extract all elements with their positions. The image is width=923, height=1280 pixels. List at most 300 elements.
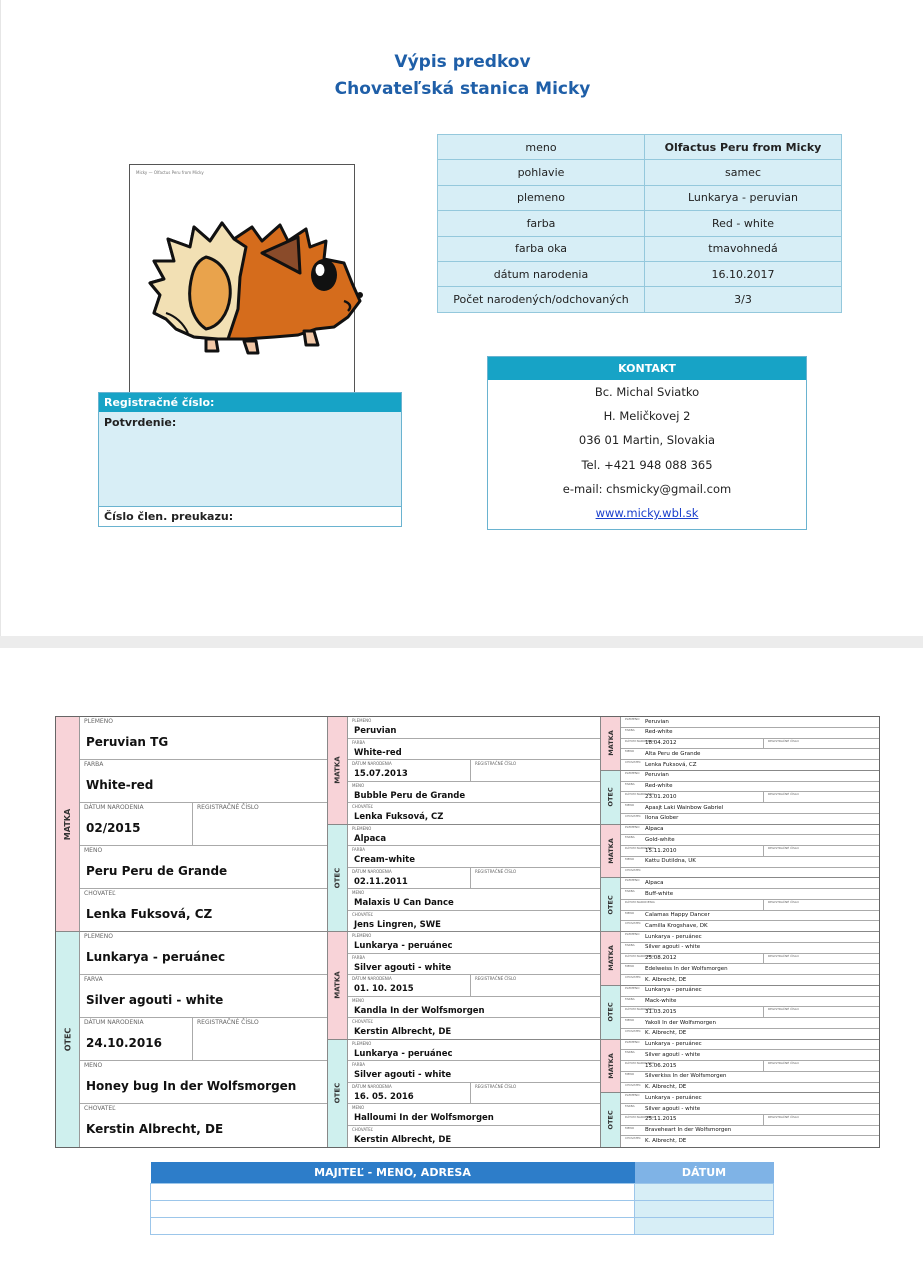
pedigree-birth-date-row	[80, 803, 327, 846]
pedigree-breed: Peruvian TG	[86, 735, 169, 749]
pedigree-birth-date: 15.06.2015	[645, 1062, 677, 1069]
pedigree-color: Silver agouti - white	[645, 944, 701, 951]
pedigree-great-grandparents-column	[601, 717, 879, 1147]
contact-line: Bc. Michal Sviatko	[594, 385, 700, 399]
pedigree-block	[56, 717, 327, 932]
field-divider	[470, 975, 471, 996]
pedigree-color: Gold-white	[645, 836, 675, 843]
pedigree-name: Peru Peru de Grande	[86, 864, 228, 878]
pedigree-birth-date: 18.04.2012	[645, 740, 677, 746]
pedigree-block	[56, 932, 327, 1147]
field-label: DÁTUM NARODENIA	[625, 846, 655, 850]
mother-side-label	[601, 825, 621, 878]
field-label: CHOVATEĽ	[625, 813, 641, 818]
field-label: FARBA	[625, 889, 635, 893]
pedigree-breed-row	[621, 1093, 879, 1104]
page-subtitle: Chovateľská stanica Micky	[334, 79, 591, 99]
field-label: REGISTRAČNÉ ČÍSLO	[768, 1007, 799, 1012]
pedigree-name: Braveheart In der Wolfsmorgen	[645, 1127, 732, 1133]
owner-date-cell[interactable]	[635, 1200, 774, 1217]
pedigree-name: Kattu Dutildna, UK	[645, 858, 696, 865]
mother-side-label	[601, 1040, 621, 1093]
info-row	[438, 135, 842, 160]
member-card-label: Číslo člen. preukazu:	[99, 506, 401, 526]
field-label: PLEMENO	[84, 933, 113, 940]
confirmation-label: Potvrdenie:	[104, 416, 177, 429]
pedigree-birth-date-row	[621, 1115, 879, 1126]
pedigree-name-row	[80, 846, 327, 889]
field-divider	[763, 900, 764, 910]
pedigree-name: Silverkiss In der Wolfsmorgen	[645, 1073, 727, 1080]
pedigree-color: Red-white	[645, 783, 673, 789]
field-divider	[763, 792, 764, 802]
pedigree-breed: Lunkarya - peruánec	[86, 950, 226, 964]
pedigree-breed-row	[621, 717, 879, 728]
pedigree-breeder-row	[348, 911, 600, 933]
pedigree-name-row	[621, 911, 879, 922]
pedigree-birth-date: 16. 05. 2016	[354, 1091, 414, 1102]
pedigree-entry	[80, 717, 327, 931]
field-label: FARBA	[352, 1062, 365, 1067]
pedigree-birth-date-row	[348, 1083, 600, 1105]
pedigree-breeder-row	[348, 803, 600, 825]
pedigree-name: Halloumi In der Wolfsmorgen	[354, 1113, 494, 1123]
field-label: REGISTRAČNÉ ČÍSLO	[768, 1061, 799, 1065]
photo-caption: Micky — Olfactus Peru from Micky	[136, 170, 204, 175]
pedigree-block	[601, 771, 879, 825]
info-label: farba	[438, 211, 645, 236]
info-label: pohlavie	[438, 160, 645, 185]
owner-table	[150, 1162, 774, 1235]
field-label: DÁTUM NARODENIA	[84, 804, 144, 811]
pedigree-breed: Alpaca	[645, 879, 664, 886]
pedigree-entry	[621, 825, 879, 878]
pedigree-breed-row	[348, 1040, 600, 1062]
animal-photo-frame	[129, 164, 355, 396]
field-divider	[470, 868, 471, 889]
field-label: DÁTUM NARODENIA	[84, 1019, 144, 1026]
pedigree-name: Edelweiss In der Wolfsmorgen	[645, 965, 728, 972]
contact-header: KONTAKT	[488, 357, 806, 380]
pedigree-name-row	[80, 1061, 327, 1104]
field-label: DÁTUM NARODENIA	[625, 1061, 655, 1065]
field-divider	[192, 1018, 193, 1060]
page-title: Výpis predkov	[394, 52, 531, 72]
contact-line: Tel. +421 948 088 365	[581, 457, 713, 472]
info-label: plemeno	[438, 185, 645, 210]
pedigree-breeder: Lenka Fuksová, CZ	[354, 812, 444, 822]
side-label-text: OTEC	[333, 1082, 342, 1104]
pedigree-birth-date: 01. 10. 2015	[354, 984, 414, 994]
side-label-text: OTEC	[333, 867, 342, 889]
pedigree-breed-row	[80, 932, 327, 975]
pedigree-breeder-row	[348, 1018, 600, 1040]
info-label: dátum narodenia	[438, 261, 645, 286]
field-divider	[763, 1007, 764, 1017]
pedigree-color: Silver agouti - white	[645, 1051, 701, 1058]
field-label: FARBA	[625, 727, 635, 732]
pedigree-color-row	[621, 728, 879, 739]
pedigree-birth-date-row	[621, 1007, 879, 1018]
pedigree-birth-date-row	[348, 975, 600, 997]
field-label: REGISTRAČNÉ ČÍSLO	[197, 1019, 259, 1026]
pedigree-breeder: Kerstin Albrecht, DE	[86, 1122, 224, 1136]
pedigree-entry	[80, 932, 327, 1147]
pedigree-birth-date: 15.11.2010	[645, 847, 677, 854]
field-label: FARBA	[625, 1050, 635, 1055]
pedigree-color-row	[348, 1061, 600, 1083]
pedigree-name-row	[621, 964, 879, 975]
pedigree-color-row	[80, 760, 327, 803]
owner-date-header: DÁTUM	[635, 1162, 774, 1183]
field-label: FARBA	[625, 942, 635, 947]
pedigree-breeder-row	[621, 1136, 879, 1147]
pedigree-breed-row	[621, 878, 879, 889]
field-label: REGISTRAČNÉ ČÍSLO	[768, 953, 799, 958]
field-label: REGISTRAČNÉ ČÍSLO	[768, 738, 799, 743]
pedigree-name-row	[348, 1104, 600, 1126]
field-label: DÁTUM NARODENIA	[625, 953, 655, 958]
pedigree-breeder: Kerstin Albrecht, DE	[354, 1027, 452, 1037]
pedigree-name-row	[621, 857, 879, 868]
field-label: FARBA	[352, 954, 365, 960]
registration-box	[98, 392, 402, 527]
pedigree-breeder-row	[621, 760, 879, 771]
pedigree-breed: Lunkarya - peruánec	[645, 1041, 702, 1047]
field-label: MENO	[352, 890, 365, 895]
pedigree-entry	[621, 1040, 879, 1093]
field-label: REGISTRAČNÉ ČÍSLO	[475, 761, 517, 766]
field-divider	[763, 846, 764, 856]
pedigree-birth-date: 31.03.2015	[645, 1008, 677, 1015]
side-label-text: OTEC	[606, 787, 615, 807]
side-label-text: OTEC	[63, 1027, 72, 1052]
pedigree-breed-row	[621, 932, 879, 943]
field-label: MENO	[625, 1125, 635, 1130]
side-label-text: MATKA	[606, 945, 615, 972]
document-page-2	[0, 648, 923, 1280]
pedigree-color-row	[348, 954, 600, 976]
info-value: 16.10.2017	[645, 261, 842, 286]
field-label: FARBA	[625, 1104, 635, 1108]
pedigree-birth-date-row	[621, 954, 879, 965]
field-label: REGISTRAČNÉ ČÍSLO	[768, 1114, 799, 1119]
contact-box	[487, 356, 807, 530]
info-label: meno	[438, 135, 645, 160]
pedigree-birth-date: 23.01.2010	[645, 793, 677, 800]
father-side-label	[601, 771, 621, 824]
pedigree-breeder: K. Albrecht, DE	[645, 976, 687, 983]
pedigree-breeder-row	[621, 814, 879, 825]
pedigree-breed: Lunkarya - peruánec	[645, 933, 702, 940]
father-side-label	[601, 1093, 621, 1147]
pedigree-block	[601, 878, 879, 932]
field-label: FARBA	[625, 835, 635, 840]
field-label: MENO	[625, 1071, 635, 1076]
mother-side-label	[601, 717, 621, 770]
field-label: FARBA	[625, 781, 635, 786]
animal-info-table	[437, 134, 842, 313]
field-label: PLEMENO	[625, 1093, 640, 1098]
pedigree-name-row	[348, 782, 600, 804]
mother-side-label	[328, 932, 348, 1039]
pedigree-block	[601, 717, 879, 771]
pedigree-name: Bubble Peru de Grande	[354, 790, 466, 801]
pedigree-breed-row	[80, 717, 327, 760]
pedigree-breeder: Ilona Glober	[645, 815, 679, 822]
field-label: REGISTRAČNÉ ČÍSLO	[197, 804, 259, 811]
father-side-label	[56, 932, 80, 1147]
field-label: PLEMENO	[352, 1040, 372, 1046]
side-label-text: MATKA	[333, 756, 342, 784]
pedigree-breeder: K. Albrecht, DE	[645, 1084, 687, 1090]
pedigree-birth-date-row	[348, 868, 600, 890]
field-label: FARBA	[352, 739, 365, 745]
pedigree-breeder: Kerstin Albrecht, DE	[354, 1134, 452, 1145]
info-value: Olfactus Peru from Micky	[645, 135, 842, 160]
field-divider	[470, 1083, 471, 1104]
field-label: FARBA	[625, 996, 635, 1001]
pedigree-birth-date: 02.11.2011	[354, 876, 408, 887]
pedigree-name-row	[621, 803, 879, 814]
field-label: REGISTRAČNÉ ČÍSLO	[475, 976, 517, 981]
pedigree-breed-row	[348, 932, 600, 954]
info-value: Red - white	[645, 211, 842, 236]
pedigree-color: White-red	[86, 778, 154, 792]
website-link[interactable]: www.micky.wbl.sk	[595, 505, 699, 520]
pedigree-block	[328, 717, 600, 825]
pedigree-entry	[621, 771, 879, 824]
pedigree-birth-date-row	[621, 900, 879, 911]
father-side-label	[328, 1040, 348, 1148]
pedigree-entry	[621, 717, 879, 770]
pedigree-block	[601, 1093, 879, 1147]
pedigree-entry	[621, 1093, 879, 1147]
pedigree-entry	[621, 932, 879, 985]
pedigree-color-row	[621, 835, 879, 846]
field-divider	[470, 760, 471, 781]
field-label: PLEMENO	[352, 825, 372, 831]
field-label: FARBA	[352, 847, 365, 852]
pedigree-block	[601, 932, 879, 986]
field-label: CHOVATEĽ	[625, 975, 641, 979]
pedigree-breed: Alpaca	[354, 833, 387, 844]
owner-date-cell[interactable]	[635, 1217, 774, 1234]
field-label: CHOVATEĽ	[625, 1082, 641, 1087]
father-side-label	[328, 825, 348, 932]
pedigree-breed: Lunkarya - peruánec	[645, 1094, 702, 1101]
field-label: CHOVATEĽ	[352, 1126, 373, 1132]
pedigree-entry	[348, 932, 600, 1039]
field-label: PLEMENO	[625, 717, 640, 721]
pedigree-color-row	[621, 782, 879, 793]
pedigree-block	[601, 825, 879, 879]
info-value: tmavohnedá	[645, 236, 842, 261]
field-label: CHOVATEĽ	[625, 760, 641, 764]
field-label: REGISTRAČNÉ ČÍSLO	[768, 846, 799, 850]
owner-name-cell[interactable]	[151, 1200, 635, 1217]
pedigree-birth-date: 15.07.2013	[354, 769, 408, 779]
pedigree-color: Silver agouti - white	[354, 1070, 452, 1080]
pedigree-birth-date: 25.08.2012	[645, 955, 677, 961]
pedigree-entry	[348, 1040, 600, 1148]
field-label: PLEMENO	[625, 824, 640, 829]
field-label: DÁTUM NARODENIA	[625, 792, 655, 797]
pedigree-block	[328, 825, 600, 933]
pedigree-entry	[348, 717, 600, 824]
owner-name-cell[interactable]	[151, 1217, 635, 1234]
guinea-pig-illustration-icon	[148, 217, 370, 355]
field-label: CHOVATEĽ	[352, 1019, 373, 1024]
pedigree-entry	[621, 986, 879, 1039]
father-side-label	[601, 878, 621, 931]
field-label: REGISTRAČNÉ ČÍSLO	[475, 868, 517, 874]
pedigree-birth-date-row	[621, 846, 879, 857]
pedigree-birth-date: 24.10.2016	[86, 1036, 162, 1050]
pedigree-color-row	[621, 889, 879, 900]
pedigree-breed: Peruvian	[645, 718, 669, 725]
pedigree-birth-date-row	[621, 739, 879, 750]
info-row	[438, 185, 842, 210]
pedigree-grandparents-column	[328, 717, 601, 1147]
pedigree-parents-column	[56, 717, 328, 1147]
field-label: DÁTUM NARODENIA	[625, 899, 655, 904]
pedigree-color-row	[80, 975, 327, 1018]
document-page-1	[0, 0, 923, 636]
field-label: PLEMENO	[625, 932, 640, 936]
pedigree-color-row	[621, 997, 879, 1008]
pedigree-name: Malaxis U Can Dance	[354, 898, 454, 908]
info-value: Lunkarya - peruvian	[645, 185, 842, 210]
pedigree-color: White-red	[354, 747, 402, 758]
pedigree-name: Alta Peru de Grande	[645, 750, 701, 757]
field-label: MENO	[352, 997, 365, 1003]
pedigree-name-row	[348, 889, 600, 911]
info-value: 3/3	[645, 287, 842, 312]
pedigree-color-row	[348, 846, 600, 868]
side-label-text: OTEC	[606, 1110, 615, 1130]
pedigree-breed: Peruvian	[645, 772, 669, 779]
field-label: DÁTUM NARODENIA	[625, 1114, 655, 1119]
pedigree-birth-date: 02/2015	[86, 821, 141, 835]
field-label: MENO	[625, 1018, 635, 1022]
pedigree-name: Kandla In der Wolfsmorgen	[354, 1005, 485, 1016]
pedigree-breeder: Jens Lingren, SWE	[354, 919, 441, 930]
pedigree-block	[328, 932, 600, 1040]
field-label: MENO	[84, 847, 103, 854]
field-label: MENO	[352, 782, 365, 788]
field-divider	[763, 739, 764, 749]
pedigree-color-row	[621, 1050, 879, 1061]
pedigree-breeder: K. Albrecht, DE	[645, 1030, 687, 1037]
field-label: PLEMENO	[625, 770, 640, 775]
pedigree-breeder-row	[80, 1104, 327, 1147]
pedigree-color: Mack-white	[645, 998, 677, 1004]
pedigree-breeder: K. Albrecht, DE	[645, 1137, 687, 1144]
contact-email: e-mail: chsmicky@gmail.com	[562, 481, 732, 496]
field-label: MENO	[625, 749, 635, 754]
side-label-text: MATKA	[606, 730, 615, 757]
field-divider	[192, 803, 193, 845]
field-label: CHOVATEĽ	[84, 890, 116, 897]
field-label: PLEMENO	[352, 933, 372, 938]
registration-number-label: Registračné číslo:	[99, 393, 401, 412]
field-label: MENO	[625, 910, 635, 915]
field-label: DÁTUM NARODENIA	[352, 1083, 392, 1089]
field-divider	[763, 954, 764, 964]
field-label: CHOVATEĽ	[625, 1028, 641, 1033]
field-label: CHOVATEĽ	[352, 911, 373, 917]
field-label: DÁTUM NARODENIA	[625, 1007, 655, 1012]
pedigree-birth-date: 25.11.2015	[645, 1116, 677, 1123]
info-label: farba oka	[438, 236, 645, 261]
field-label: DÁTUM NARODENIA	[625, 738, 655, 743]
field-label: FARVA	[84, 976, 103, 983]
pedigree-breeder-row	[621, 921, 879, 932]
field-label: MENO	[625, 856, 635, 861]
side-label-text: OTEC	[606, 895, 615, 915]
pedigree-breed: Peruvian	[354, 726, 397, 736]
owner-name-cell[interactable]	[151, 1183, 635, 1200]
owner-date-cell[interactable]	[635, 1183, 774, 1200]
pedigree-breeder: Camilla Krogshave, DK	[645, 922, 708, 929]
pedigree-name-row	[348, 997, 600, 1019]
info-label: Počet narodených/odchovaných	[438, 287, 645, 312]
pedigree-name-row	[621, 1126, 879, 1137]
pedigree-birth-date-row	[80, 1018, 327, 1061]
pedigree-breed-row	[348, 825, 600, 847]
field-label: PLEMENO	[625, 1039, 640, 1044]
pedigree-name-row	[621, 749, 879, 760]
page-separator	[0, 636, 923, 648]
pedigree-breeder: Lenka Fuksová, CZ	[86, 907, 213, 921]
field-label: REGISTRAČNÉ ČÍSLO	[475, 1083, 517, 1089]
field-label: DÁTUM NARODENIA	[352, 761, 392, 766]
field-label: DÁTUM NARODENIA	[352, 976, 392, 981]
field-label: DÁTUM NARODENIA	[352, 868, 392, 874]
contact-line: H. Meličkovej 2	[603, 409, 691, 424]
field-label: CHOVATEĽ	[625, 867, 641, 872]
field-label: PLEMENO	[352, 718, 372, 723]
pedigree-breed-row	[621, 986, 879, 997]
pedigree-color: Silver agouti - white	[354, 962, 452, 973]
field-label: REGISTRAČNÉ ČÍSLO	[768, 899, 799, 904]
owner-name-header: MAJITEĽ - MENO, ADRESA	[151, 1162, 635, 1183]
pedigree-block	[601, 1040, 879, 1094]
info-row	[438, 160, 842, 185]
mother-side-label	[56, 717, 80, 931]
pedigree-breed-row	[348, 717, 600, 739]
info-row	[438, 261, 842, 286]
pedigree-table	[55, 716, 880, 1148]
pedigree-breed: Lunkarya - peruánec	[645, 987, 702, 994]
pedigree-breeder-row	[621, 1083, 879, 1094]
pedigree-breed: Lunkarya - peruánec	[354, 941, 453, 951]
side-label-text: MATKA	[606, 838, 615, 864]
pedigree-block	[328, 1040, 600, 1148]
pedigree-breeder-row	[80, 889, 327, 932]
pedigree-name-row	[621, 1072, 879, 1083]
field-label: CHOVATEĽ	[84, 1105, 116, 1112]
field-label: CHOVATEĽ	[352, 804, 373, 809]
pedigree-entry	[621, 878, 879, 931]
pedigree-breeder-row	[621, 868, 879, 879]
pedigree-color-row	[621, 943, 879, 954]
pedigree-name: Yakoli In der Wolfsmorgen	[645, 1019, 716, 1026]
field-label: MENO	[352, 1105, 365, 1110]
field-label: PLEMENO	[625, 878, 640, 883]
pedigree-breed-row	[621, 771, 879, 782]
